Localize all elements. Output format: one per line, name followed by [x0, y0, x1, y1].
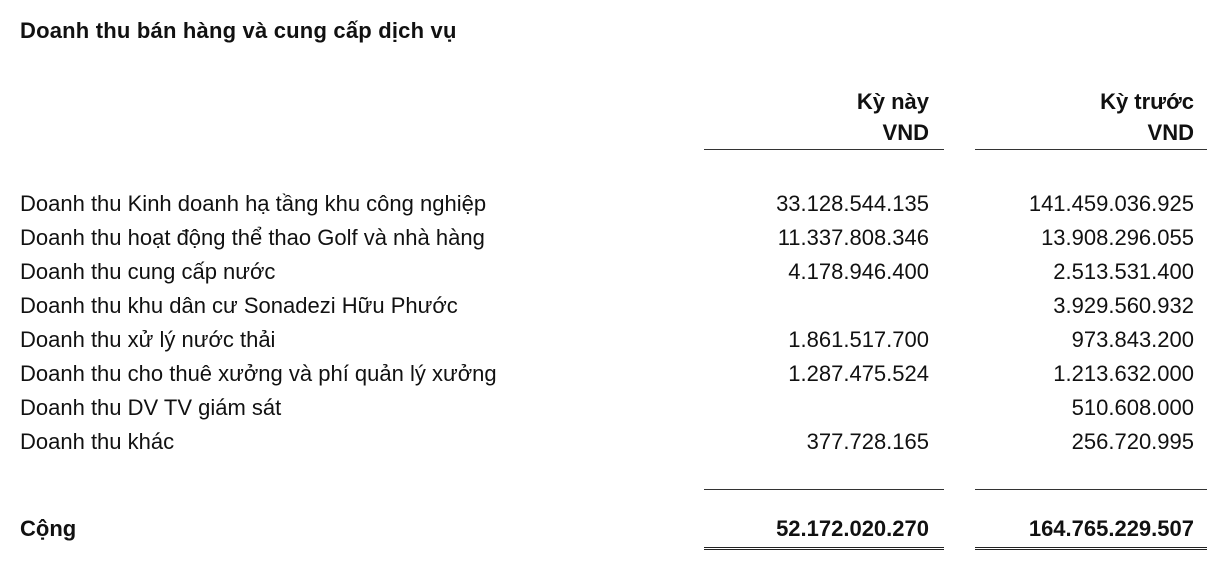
- header-rule-current: [704, 149, 944, 150]
- total-row: [0, 512, 1232, 546]
- table-row: [0, 425, 1232, 459]
- row-value-previous: 2.513.531.400: [1053, 259, 1194, 284]
- row-value-previous: 256.720.995: [1071, 429, 1194, 454]
- column-unit-previous: VND: [1147, 120, 1194, 145]
- row-value-previous: 1.213.632.000: [1053, 361, 1194, 386]
- row-value-current: 11.337.808.346: [777, 225, 929, 250]
- row-value-current: 1.861.517.700: [788, 327, 929, 352]
- table-row: [0, 221, 1232, 255]
- total-value-current: 52.172.020.270: [776, 516, 929, 541]
- total-double-rule-previous: [975, 547, 1207, 550]
- row-value-previous: 973.843.200: [1071, 327, 1194, 352]
- column-header-current: [857, 86, 929, 148]
- row-label: Doanh thu khác: [20, 429, 175, 454]
- column-period-current: Kỳ này: [856, 89, 929, 114]
- row-label: Doanh thu Kinh doanh hạ tầng khu công nghiệp: [20, 191, 487, 216]
- row-value-previous: 510.608.000: [1071, 395, 1194, 420]
- table-row: [0, 289, 1232, 323]
- total-label: Cộng: [20, 516, 77, 541]
- row-label: Doanh thu cung cấp nước: [20, 259, 276, 284]
- row-value-current: 33.128.544.135: [776, 191, 929, 216]
- row-label: Doanh thu cho thuê xưởng và phí quản lý xưởng: [20, 361, 497, 386]
- row-label: Doanh thu xử lý nước thải: [20, 327, 276, 352]
- column-unit-current: VND: [882, 120, 929, 145]
- row-value-previous: 141.459.036.925: [1028, 191, 1194, 216]
- document-title: Doanh thu bán hàng và cung cấp dịch vụ: [20, 18, 457, 43]
- table-row: [0, 323, 1232, 357]
- total-double-rule-current: [704, 547, 944, 550]
- row-label: Doanh thu khu dân cư Sonadezi Hữu Phước: [20, 293, 458, 318]
- row-value-current: 4.178.946.400: [788, 259, 929, 284]
- subtotal-rule-current: [704, 489, 944, 490]
- table-row: [0, 255, 1232, 289]
- row-value-current: 1.287.475.524: [788, 361, 929, 386]
- column-header-previous: [1100, 86, 1194, 148]
- column-period-previous: Kỳ trước: [1100, 89, 1194, 114]
- row-value-previous: 13.908.296.055: [1041, 225, 1194, 250]
- row-value-current: 377.728.165: [806, 429, 929, 454]
- table-row: [0, 357, 1232, 391]
- row-value-previous: 3.929.560.932: [1053, 293, 1194, 318]
- table-row: [0, 391, 1232, 425]
- subtotal-rule-previous: [975, 489, 1207, 490]
- table-row: [0, 187, 1232, 221]
- row-label: Doanh thu DV TV giám sát: [20, 395, 282, 420]
- row-label: Doanh thu hoạt động thể thao Golf và nhà hàng: [20, 225, 485, 250]
- header-rule-previous: [975, 149, 1207, 150]
- total-value-previous: 164.765.229.507: [1028, 516, 1194, 541]
